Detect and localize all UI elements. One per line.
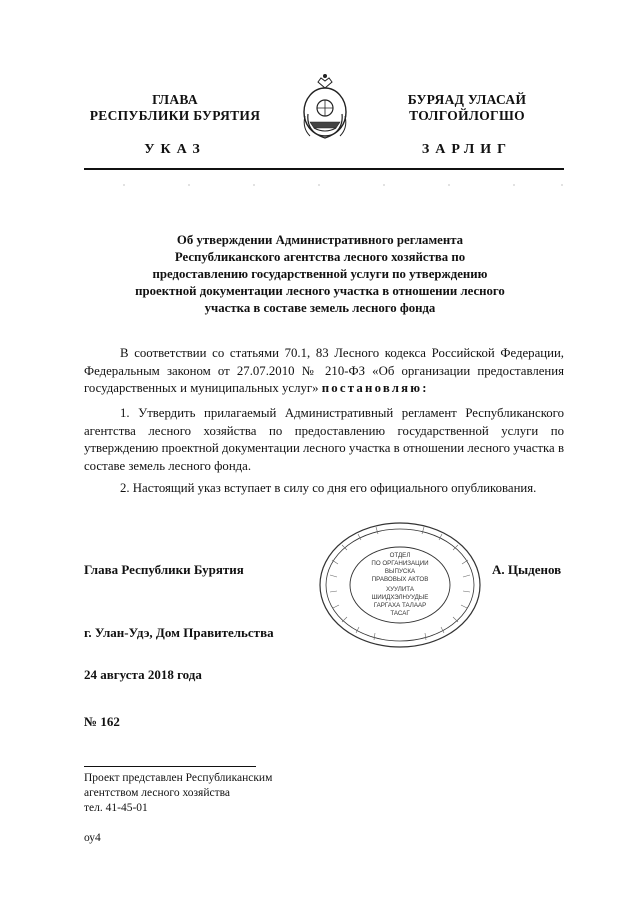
title-line: предоставлению государственной услуги по утверждению bbox=[152, 267, 488, 281]
title-line: проектной документации лесного участка в отношении лесного bbox=[135, 284, 505, 298]
footnote-phone: тел. 41-45-01 bbox=[84, 802, 148, 814]
footnote-divider bbox=[84, 766, 256, 767]
seal-line: ОТДЕЛ bbox=[389, 552, 411, 559]
seal-line: ГАРГАХА ТАЛААР bbox=[373, 602, 427, 609]
signatory-title: Глава Республики Бурятия bbox=[84, 562, 244, 577]
issuer-left bbox=[70, 92, 280, 124]
footnote-line: агентством лесного хозяйства bbox=[84, 787, 231, 799]
issuer-right bbox=[362, 92, 572, 124]
official-seal-icon bbox=[316, 520, 484, 650]
seal-line: ТАСАГ bbox=[390, 610, 410, 617]
issue-place: г. Улан-Удэ, Дом Правительства bbox=[84, 625, 274, 640]
issuer-right-line1: БУРЯАД УЛАСАЙ bbox=[407, 92, 527, 107]
clause-1: 1. Утвердить прилагаемый Административный регламент Республиканского агентства лесного хозяйства по предоставлению государственной услуги по утверждению проектной документации лесного участка в отношении лесного участка в составе земель лесного фонда. bbox=[84, 406, 564, 473]
decree-label-right: ЗАРЛИГ bbox=[421, 142, 513, 157]
decree-keyword: постановляю: bbox=[321, 381, 429, 395]
title-line: участка в составе земель лесного фонда bbox=[204, 301, 436, 315]
issue-date: 24 августа 2018 года bbox=[84, 667, 202, 682]
title-line: Об утверждении Административного регламента bbox=[176, 233, 464, 247]
decree-label-left: УКАЗ bbox=[144, 142, 206, 157]
header-rule bbox=[84, 168, 564, 170]
decree-number: № 162 bbox=[84, 714, 120, 729]
footnote-code: оу4 bbox=[84, 832, 101, 844]
seal-line: ПО ОРГАНИЗАЦИИ bbox=[371, 560, 429, 567]
seal-line: ХУУЛИТА bbox=[386, 586, 414, 593]
issuer-left-line2: РЕСПУБЛИКИ БУРЯТИЯ bbox=[89, 108, 261, 123]
signatory-name: А. Цыденов bbox=[492, 562, 562, 577]
seal-line: ВЫПУСКА bbox=[384, 568, 416, 575]
preamble-paragraph bbox=[84, 345, 564, 398]
header-dotted-rule bbox=[84, 175, 564, 181]
seal-line: ПРАВОВЫХ АКТОВ bbox=[371, 576, 429, 583]
issuer-right-line2: ТОЛГОЙЛОГШО bbox=[409, 108, 525, 123]
preamble-text: В соответствии со статьями 70.1, 83 Лесного кодекса Российской Федерации, Федеральным законом от 27.07.2010 № 210-ФЗ «Об организации предоставления государственных и муниципальных услуг» bbox=[84, 346, 564, 395]
issuer-left-line1: ГЛАВА bbox=[152, 92, 198, 107]
title-line: Республиканского агентства лесного хозяйства по bbox=[174, 250, 466, 264]
seal-line: ШИИДХЭЛНУУДЫЕ bbox=[371, 594, 429, 601]
footnote-line: Проект представлен Республиканским bbox=[84, 772, 273, 784]
coat-of-arms-icon bbox=[296, 72, 354, 150]
decree-title bbox=[110, 232, 530, 317]
clause-2: 2. Настоящий указ вступает в силу со дня его официального опубликования. bbox=[120, 481, 537, 495]
